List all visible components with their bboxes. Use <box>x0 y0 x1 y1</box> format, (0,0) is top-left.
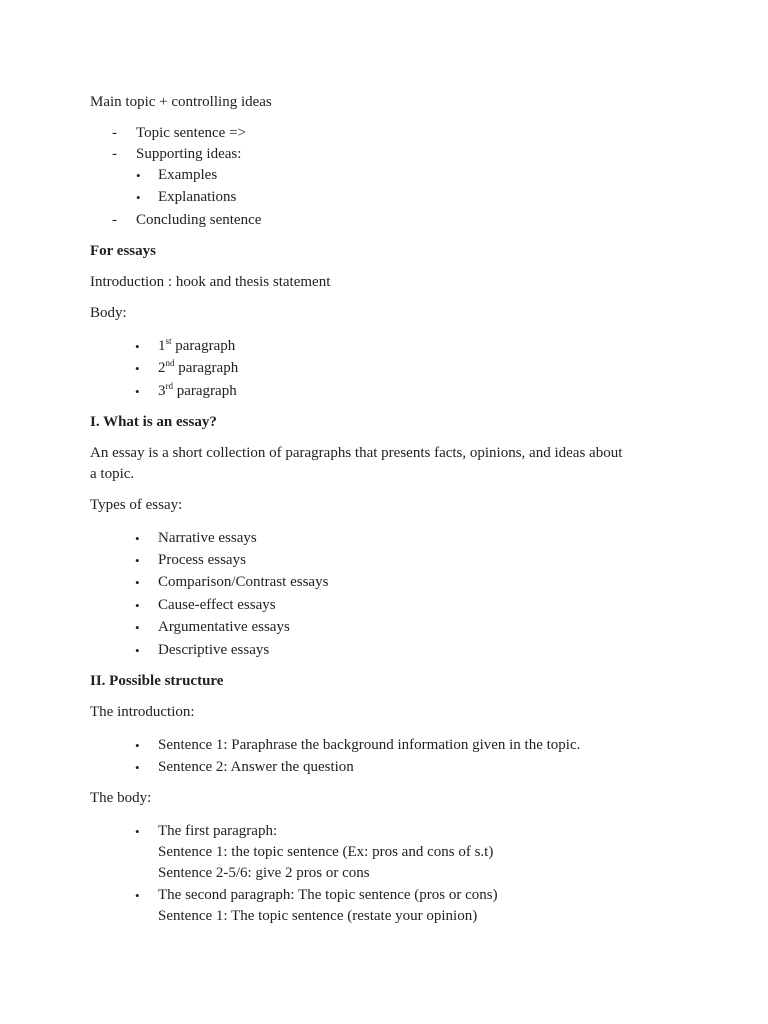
ordinal-suffix: st <box>165 335 172 346</box>
list-item <box>90 528 690 549</box>
list-item <box>90 210 690 231</box>
list-item-text: Topic sentence => <box>136 125 246 141</box>
document-page <box>90 92 690 937</box>
bullet-marker: • <box>135 597 140 613</box>
bullet-marker: • <box>135 552 140 568</box>
list-item <box>136 187 690 208</box>
definition-line: a topic. <box>90 465 135 482</box>
list-item-line: The second paragraph: The topic sentence (pros or cons) <box>158 887 498 904</box>
dash-marker: - <box>112 146 117 162</box>
list-item-text: Examples <box>158 167 218 183</box>
list-item-text: Explanations <box>158 189 237 206</box>
section-heading: II. Possible structure <box>90 672 224 689</box>
list-item <box>136 165 690 186</box>
list-item-text: Sentence 2: Answer the question <box>158 758 354 775</box>
list-item <box>90 885 690 927</box>
paragraph-list <box>90 336 690 402</box>
bullet-marker: • <box>135 823 140 839</box>
ordinal-suffix: nd <box>165 358 175 369</box>
section-heading: I. What is an essay? <box>90 413 217 430</box>
list-item <box>90 381 690 402</box>
bullet-marker: • <box>135 737 140 753</box>
bullet-marker: • <box>135 759 140 775</box>
list-item-text: Comparison/Contrast essays <box>158 574 329 591</box>
outline-list <box>90 123 690 231</box>
introduction-label: The introduction: <box>90 703 195 720</box>
list-item <box>90 757 690 778</box>
bullet-marker: • <box>135 575 140 591</box>
list-item <box>90 640 690 661</box>
list-item <box>90 617 690 638</box>
list-item-line: Sentence 2-5/6: give 2 pros or cons <box>158 864 370 881</box>
bullet-marker: • <box>135 383 140 399</box>
list-item-text: Process essays <box>158 551 246 568</box>
list-item-text: Descriptive essays <box>158 641 270 658</box>
bullet-marker: • <box>135 642 140 658</box>
list-item-text: paragraph <box>171 337 236 354</box>
list-item-text: paragraph <box>173 382 237 399</box>
list-item-line: The first paragraph: <box>158 822 278 839</box>
introduction-list <box>90 735 690 778</box>
list-item-text: Supporting ideas: <box>136 146 242 162</box>
list-item <box>90 821 690 884</box>
ordinal-number: 3 <box>158 382 166 399</box>
list-item <box>90 572 690 593</box>
dash-marker: - <box>112 125 117 141</box>
list-item-text: Cause-effect essays <box>158 596 276 613</box>
bullet-marker: • <box>135 888 140 904</box>
list-item <box>90 735 690 756</box>
list-item-line: Sentence 1: the topic sentence (Ex: pros and cons of s.t) <box>158 843 494 860</box>
list-item <box>90 123 690 144</box>
bullet-marker: • <box>136 190 141 206</box>
types-label: Types of essay: <box>90 496 183 513</box>
ordinal-number: 2 <box>158 360 166 377</box>
list-item <box>90 550 690 571</box>
ordinal-suffix: rd <box>165 380 173 391</box>
outline-intro: Main topic + controlling ideas <box>90 94 272 110</box>
bullet-marker: • <box>135 361 140 377</box>
list-item-text: Argumentative essays <box>158 619 290 636</box>
bullet-marker: • <box>136 168 141 183</box>
essay-types-list <box>90 528 690 661</box>
list-item <box>90 358 690 379</box>
list-item-line: Sentence 1: The topic sentence (restate your opinion) <box>158 908 478 925</box>
supporting-ideas-list <box>136 165 690 208</box>
list-item-text: paragraph <box>174 360 239 377</box>
essay-definition <box>90 443 690 485</box>
dash-marker: - <box>112 211 117 228</box>
list-item <box>90 144 690 208</box>
list-item <box>90 595 690 616</box>
list-item-text: Narrative essays <box>158 529 257 546</box>
body-label: The body: <box>90 789 152 806</box>
bullet-marker: • <box>135 338 140 354</box>
bullet-marker: • <box>135 530 140 546</box>
body-list <box>90 821 690 927</box>
list-item-text: Sentence 1: Paraphrase the background information given in the topic. <box>158 736 581 753</box>
ordinal-number: 1 <box>158 337 166 354</box>
section-heading: For essays <box>90 242 156 259</box>
bullet-marker: • <box>135 620 140 636</box>
list-item-text: Concluding sentence <box>136 211 262 228</box>
introduction-line: Introduction : hook and thesis statement <box>90 273 331 290</box>
list-item <box>90 336 690 357</box>
body-label: Body: <box>90 304 127 321</box>
definition-line: An essay is a short collection of paragraphs that presents facts, opinions, and ideas about <box>90 444 623 461</box>
